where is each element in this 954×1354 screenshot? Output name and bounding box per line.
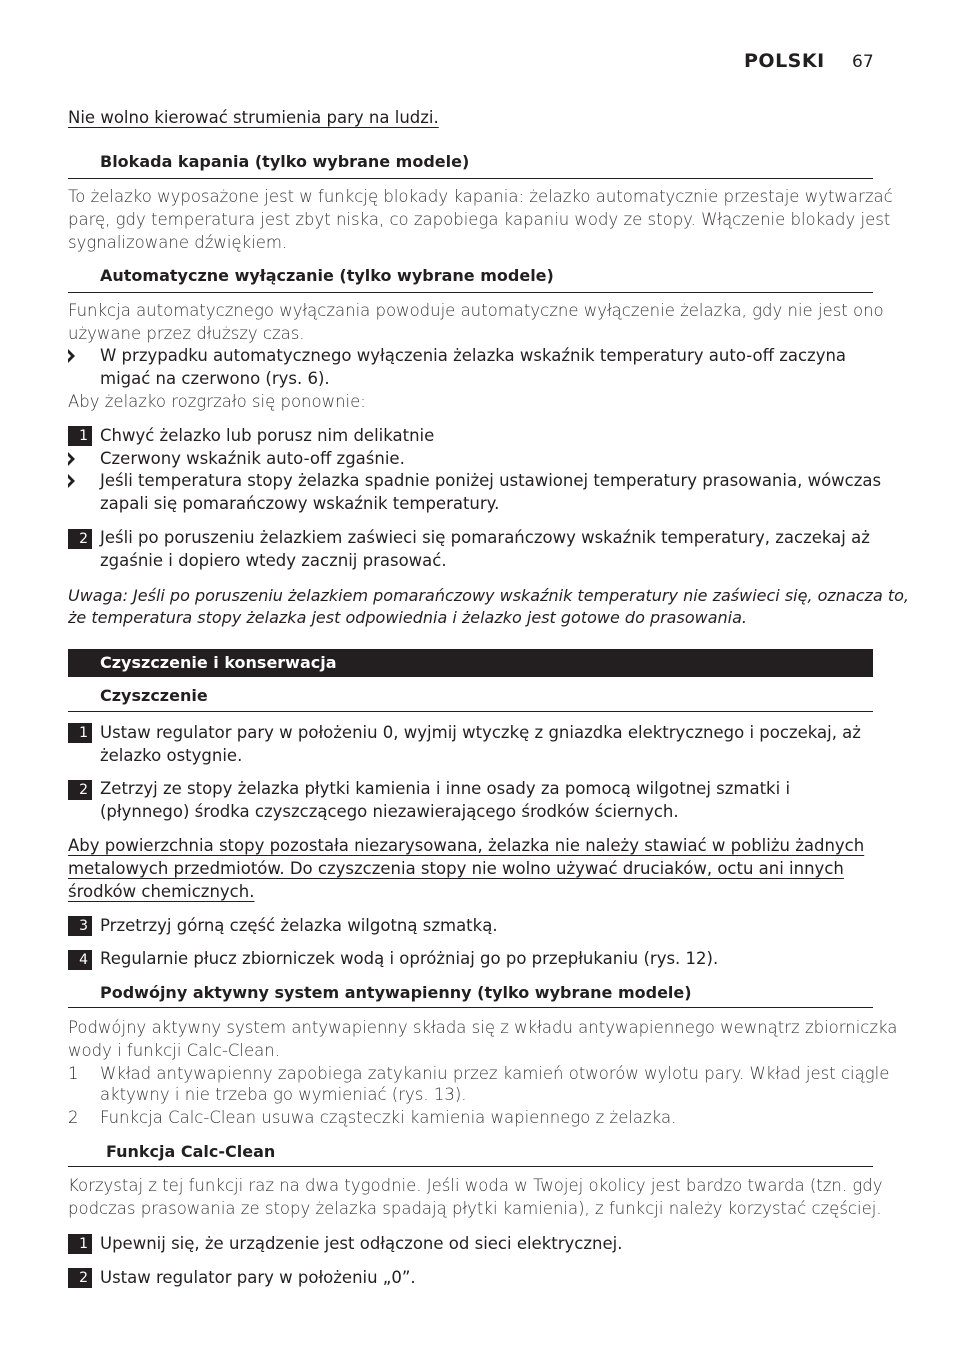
cleaning-warning-1: Aby powierzchnia stopy pozostała niezarysowana, żelazka nie należy stawiać w pobliżu żadnych — [68, 836, 865, 855]
step-number: 1 — [68, 1234, 92, 1254]
step-number: 1 — [68, 723, 92, 743]
auto-off-step-1: Chwyć żelazko lub porusz nim delikatnie — [100, 426, 435, 445]
auto-off-bullet-3b: zapali się pomarańczowy wskaźnik temperatury. — [100, 494, 500, 513]
bullet-arrow-icon — [68, 474, 75, 488]
bullet-arrow-icon — [68, 349, 75, 363]
auto-off-step-2a: Jeśli po poruszeniu żelazkiem zaświeci się pomarańczowy wskaźnik temperatury, zaczekaj aż — [100, 528, 870, 547]
section-title-auto-off: Automatyczne wyłączanie (tylko wybrane modele) — [68, 268, 873, 293]
cleaning-warning-3: środków chemicznych. — [68, 882, 255, 901]
page-number: 67 — [852, 52, 874, 72]
section-title-calc-clean: Funkcja Calc-Clean — [68, 1144, 873, 1167]
step-number: 2 — [68, 1268, 92, 1288]
cleaning-step-2a: Zetrzyj ze stopy żelazka płytki kamienia i inne osady za pomocą wilgotnej szmatki i — [100, 779, 791, 798]
cleaning-warning-2: metalowych przedmiotów. Do czyszczenia stopy nie wolno używać druciaków, octu ani innych — [68, 859, 844, 878]
auto-off-intro-1: Funkcja automatycznego wyłączania powoduje automatyczne wyłączenie żelazka, gdy nie jest ono — [68, 301, 884, 320]
drip-stop-text-2: parę, gdy temperatura jest zbyt niska, co zapobiega kapaniu wody ze stopy. Włączenie blokady jest — [68, 210, 891, 229]
calc-clean-intro-2: podczas prasowania ze stopy żelazka spadają płytki kamienia), z funkcji należy korzystać częściej. — [68, 1199, 882, 1218]
calc-clean-step-1: Upewnij się, że urządzenie jest odłączone od sieci elektrycznej. — [100, 1234, 623, 1253]
auto-off-note-2: że temperatura stopy żelazka jest odpowiednia i żelazko jest gotowe do prasowania. — [68, 608, 747, 627]
step-number: 2 — [68, 780, 92, 800]
language-label: POLSKI — [744, 50, 825, 72]
step-number: 2 — [68, 529, 92, 549]
anticalc-item-2: Funkcja Calc-Clean usuwa cząsteczki kamienia wapiennego z żelazka. — [100, 1108, 677, 1127]
calc-clean-step-2: Ustaw regulator pary w położeniu „0”. — [100, 1268, 416, 1287]
auto-off-bullet-3a: Jeśli temperatura stopy żelazka spadnie poniżej ustawionej temperatury prasowania, wówczas — [100, 471, 882, 490]
list-number: 1 — [68, 1064, 79, 1083]
calc-clean-intro-1: Korzystaj z tej funkcji raz na dwa tygodnie. Jeśli woda w Twojej okolicy jest bardzo twarda (tzn. gdy — [68, 1176, 883, 1195]
cleaning-step-3: Przetrzyj górną część żelazka wilgotną szmatką. — [100, 916, 498, 935]
section-bar-cleaning-maintenance: Czyszczenie i konserwacja — [68, 649, 873, 677]
auto-off-reheat: Aby żelazko rozgrzało się ponownie: — [68, 392, 366, 411]
auto-off-note-1: Uwaga: Jeśli po poruszeniu żelazkiem pomarańczowy wskaźnik temperatury nie zaświeci się, oznacza to, — [68, 586, 909, 605]
cleaning-step-4: Regularnie płucz zbiorniczek wodą i opróżniaj go po przepłukaniu (rys. 12). — [100, 949, 719, 968]
auto-off-step-2b: zgaśnie i dopiero wtedy zacznij prasować. — [100, 551, 447, 570]
bullet-arrow-icon — [68, 452, 75, 466]
cleaning-step-1b: żelazko ostygnie. — [100, 746, 243, 765]
step-number: 1 — [68, 426, 92, 446]
anticalc-item-1a: Wkład antywapienny zapobiega zatykaniu przez kamień otworów wylotu pary. Wkład jest ciągle — [100, 1064, 890, 1083]
section-title-cleaning: Czyszczenie — [68, 688, 873, 712]
anticalc-item-1b: aktywny i nie trzeba go wymieniać (rys. 13). — [100, 1085, 467, 1104]
cleaning-step-1a: Ustaw regulator pary w położeniu 0, wyjmij wtyczkę z gniazdka elektrycznego i poczekaj, aż — [100, 723, 861, 742]
cleaning-step-2b: (płynnego) środka czyszczącego niezawierającego środków ściernych. — [100, 802, 679, 821]
step-number: 4 — [68, 950, 92, 970]
auto-off-bullet-1b: migać na czerwono (rys. 6). — [100, 369, 330, 388]
list-number: 2 — [68, 1108, 79, 1127]
drip-stop-text-3: sygnalizowane dźwiękiem. — [68, 233, 288, 252]
section-title-drip-stop: Blokada kapania (tylko wybrane modele) — [68, 154, 873, 179]
steam-warning: Nie wolno kierować strumienia pary na ludzi. — [68, 108, 439, 127]
anticalc-intro-1: Podwójny aktywny system antywapienny składa się z wkładu antywapiennego wewnątrz zbiorniczka — [68, 1018, 898, 1037]
auto-off-bullet-2: Czerwony wskaźnik auto-off zgaśnie. — [100, 449, 405, 468]
drip-stop-text-1: To żelazko wyposażone jest w funkcję blokady kapania: żelazko automatycznie przestaje wytwarzać — [68, 187, 893, 206]
section-title-anticalc: Podwójny aktywny system antywapienny (tylko wybrane modele) — [68, 985, 873, 1008]
auto-off-bullet-1a: W przypadku automatycznego wyłączenia żelazka wskaźnik temperatury auto-off zaczyna — [100, 346, 847, 365]
anticalc-intro-2: wody i funkcji Calc-Clean. — [68, 1041, 280, 1060]
step-number: 3 — [68, 916, 92, 936]
auto-off-intro-2: używane przez dłuższy czas. — [68, 324, 305, 343]
